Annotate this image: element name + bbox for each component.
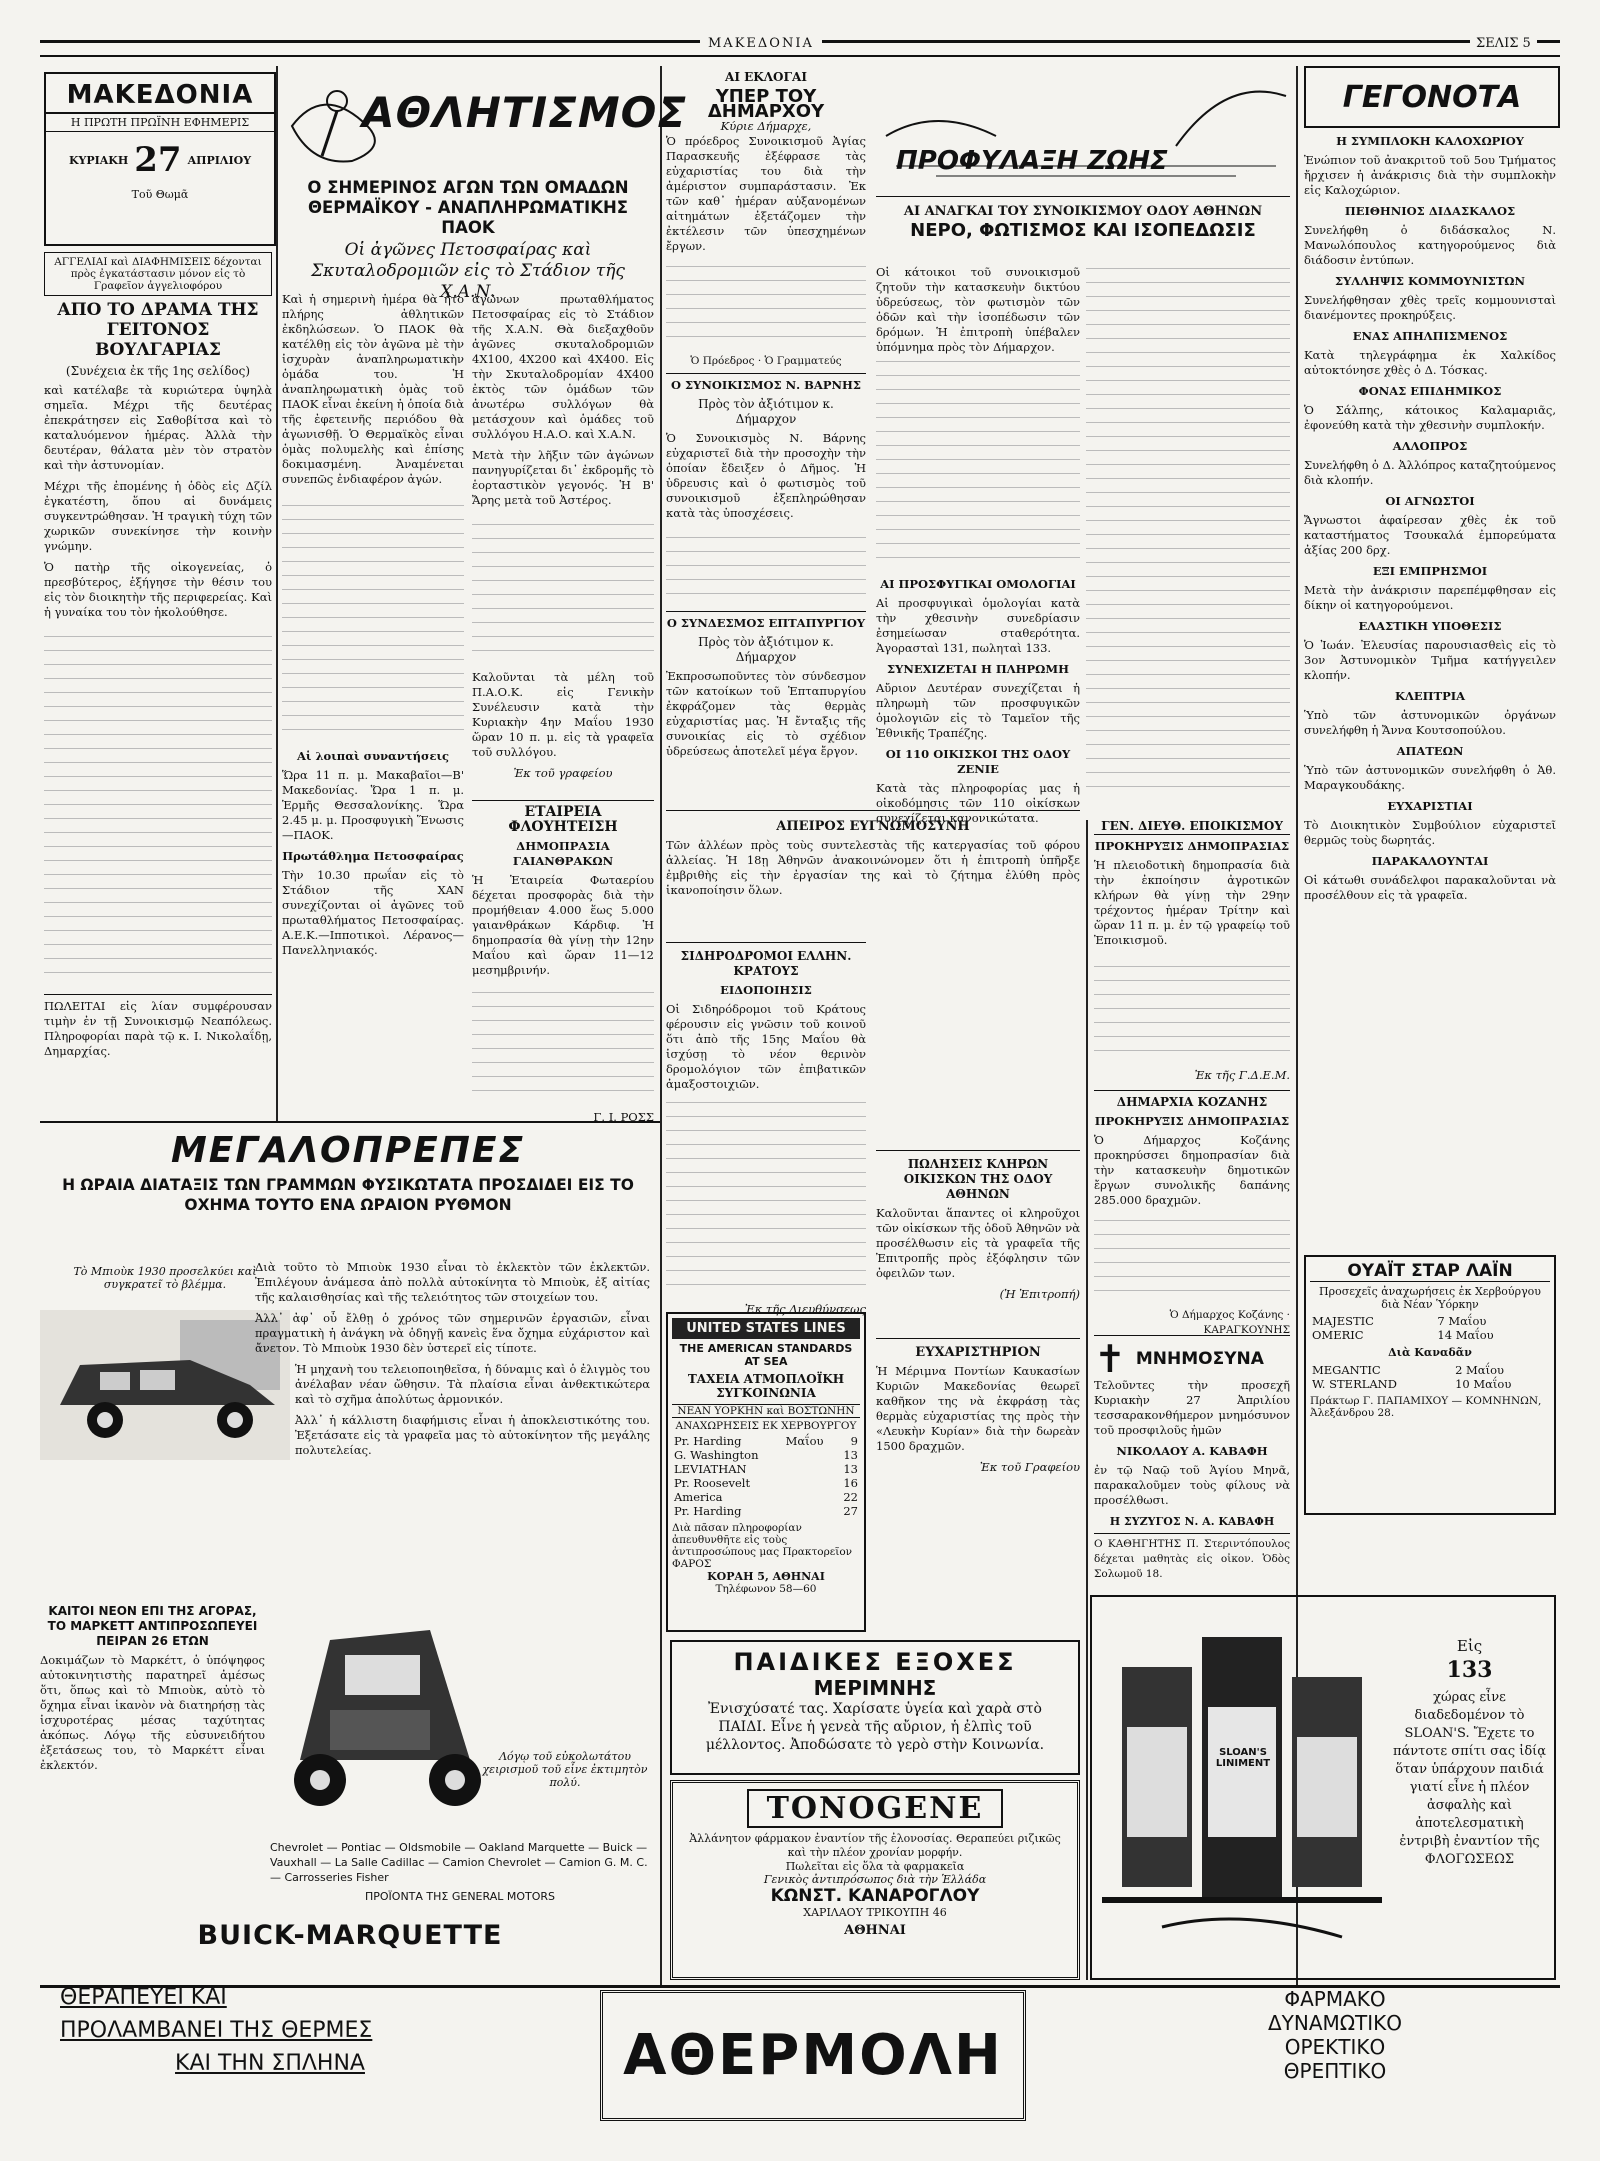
settlement-col-b	[1086, 265, 1290, 810]
event-text: Τὸ Διοικητικὸν Συμβούλιον εὐχαριστεῖ θερμῶς τοὺς δωρητάς.	[1304, 818, 1556, 847]
sports-paragraph: Καὶ ἡ σημερινὴ ἡμέρα θὰ ἦτο πλήρης ἀθλητικῶν ἐκδηλώσεων. Ὁ ΠΑΟΚ θὰ κατέλθῃ εἰς τὸν ἀγῶνα μὲ τὴν ἰσχυρὰν ἀναπληρωματικὴν ὁμάδα του. Ἡ ἀναπληρωματικὴ ὁμὰς τοῦ ΠΑΟΚ εἶναι ἐκείνη ἡ ὁποία διὰ τῆς ἐφετεινῆς περιόδου θὰ ἀγωνισθῇ. Ὁ Θερμαϊκὸς εἶναι ὁμὰς πολυμελὴς καὶ ἐπίσης δοκιμασμένη. Ἀναμένεται συνεπῶς ἐνδιαφέρον ἀγών.	[282, 292, 464, 486]
event-text: Ἐνώπιον τοῦ ἀνακριτοῦ τοῦ 5ου Τμήματος ἤρχισεν ἡ ἀνάκρισις διὰ τὴν συμπλοκὴν εἰς Καλοχώριον.	[1304, 153, 1556, 197]
body-text-block	[44, 626, 272, 986]
column-rule	[660, 66, 662, 1986]
event-text: Ἄγνωστοι ἀφαίρεσαν χθὲς ἐκ τοῦ καταστήματος Τσουκαλά ἐμπορεύματα ἀξίας 200 δρχ.	[1304, 513, 1556, 557]
footer-left	[60, 1975, 480, 2125]
bulgaria-paragraph: καὶ κατέλαβε τὰ κυριώτερα ὑψηλὰ σημεῖα. Μέχρι τῆς δευτέρας ἐπεκράτησεν εἰς Σαθοβίτσα καὶ τὸ καταλυόμενον ἡμέρας. Ἀλλὰ τὴν δευτέραν, θάλατα μὲν τὸν στρατὸν καὶ τὴν ἀστυνομίαν.	[44, 383, 272, 472]
tonogene-name: ΚΩΝΣΤ. ΚΑΝΑΡΟΓΛΟΥ	[770, 1886, 980, 1906]
schedule-cell: 13	[843, 1448, 858, 1462]
gas-auction-sign: Γ. Ι. ΡΟΣΣ	[593, 1110, 654, 1124]
tonogene-city: ΑΘΗΝΑΙ	[844, 1923, 906, 1938]
settlement-title: ΑΙ ΑΝΑΓΚΑΙ ΤΟΥ ΣΥΝΟΙΚΙΣΜΟΥ ΟΔΟΥ ΑΘΗΝΩΝ	[903, 204, 1263, 219]
buick-ad	[40, 1130, 656, 1970]
thanks-notice	[876, 1338, 1080, 1519]
footer-nutritious: ΘΡΕΠΤΙΚΟ	[1283, 2059, 1387, 2083]
schedule-cell	[784, 1476, 837, 1490]
athermoli-brand: ΑΘΕΡΜΟΛΗ	[623, 2023, 1003, 2088]
us-lines-schedule	[672, 1434, 860, 1518]
mayor-kicker: ΑΙ ΕΚΛΟΓΑΙ	[725, 70, 807, 84]
tonogene-rep: Γενικὸς ἀντιπρόσωπος διὰ τὴν Ἑλλάδα	[763, 1873, 987, 1886]
event-text: Συνελήφθησαν χθὲς τρεῖς κομμουνισταὶ διανέμοντες προκηρύξεις.	[1304, 293, 1556, 322]
tonogene-ad	[670, 1780, 1080, 1980]
schedule-cell: 9	[850, 1434, 858, 1448]
buick-body-text	[255, 1260, 650, 1600]
white-star-agent: Πράκτωρ Γ. ΠΑΠΑΜΙΧΟΥ — ΚΟΜΝΗΝΩΝ, Ἀλεξάνδρου 28.	[1310, 1395, 1542, 1419]
schedule-cell: LEVIATHAN	[674, 1462, 747, 1476]
sloans-label: SLOAN'S LINIMENT	[1215, 1747, 1271, 1769]
sports-sign: Ἐκ τοῦ γραφείου	[513, 766, 613, 780]
varni-title: Ο ΣΥΝΟΙΚΙΣΜΟΣ Ν. ΒΑΡΝΗΣ	[666, 373, 866, 393]
summer-camps-title: ΠΑΙΔΙΚΕΣ ΕΞΟΧΕΣ	[733, 1648, 1017, 1676]
summer-camps-ad	[670, 1640, 1080, 1775]
settlement-auction-text: Ἡ πλειοδοτικὴ δημοπρασία διὰ τὴν ἐκποίησιν ἀγροτικῶν κλήρων θὰ γίνῃ τὴν 29ην τρέχοντος ἡμέραν Τρίτην καὶ ὥραν 11 π. μ. ἐν τῷ γραφείῳ τοῦ Ἐποικισμοῦ.	[1094, 858, 1290, 947]
gratitude-notice	[666, 810, 1080, 945]
schedule-cell: 7 Μαΐου	[1437, 1314, 1487, 1328]
bulgaria-paragraph: Ὁ πατὴρ τῆς οἰκογενείας, ὁ πρεσβύτερος, ἐξήγησε τὴν θέσιν του εἰς τὸν διοικητὴν τῆς περιφερείας. Καὶ ἡ γυναίκα του τὸν ἠκολούθησε.	[44, 560, 272, 619]
sports-subtitle: Οἱ ἀγῶνες Πετοσφαίρας καὶ Σκυταλοδρομιῶν εἰς τὸ Στάδιον τῆς Χ.Α.Ν.	[311, 240, 625, 302]
thanks-text: Ἡ Μέριμνα Ποντίων Καυκασίων Κυριῶν Μακεδονίας θεωρεῖ καθῆκον της νὰ ἐκφράσῃ τὰς θερμὰς εὐχαριστίας της πρὸς τὴν «Λευκὴν Κυρίαν» διὰ τὴν δωρεὰν 1500 δραχμῶν.	[876, 1364, 1080, 1453]
body-text-block	[282, 493, 464, 743]
masthead-day: ΚΥΡΙΑΚΗ	[68, 153, 129, 167]
schedule-row	[1310, 1328, 1550, 1342]
tonogene-address: ΧΑΡΙΛΑΟΥ ΤΡΙΚΟΥΠΗ 46	[803, 1906, 947, 1919]
white-star-ad	[1304, 1255, 1556, 1515]
schedule-cell: Pr. Roosevelt	[674, 1476, 751, 1490]
body-text-block	[472, 984, 654, 1104]
us-lines-address: ΚΟΡΑΗ 5, ΑΘΗΝΑΙ	[707, 1570, 825, 1583]
white-star-schedule	[1310, 1314, 1550, 1342]
sports-paragraph: Καλοῦνται τὰ μέλη τοῦ Π.Α.Ο.Κ. εἰς Γενικὴν Συνέλευσιν κατὰ τὴν Κυριακὴν 4ην Μαΐου 1930 ὥραν 10 π. μ. εἰς τὰ γραφεῖα τοῦ συλλόγου.	[472, 670, 654, 759]
buick-caption-2: Λόγῳ τοῦ εὐκολωτάτου χειρισμοῦ τοῦ εἶνε ἐκτιμητὸν πολύ.	[482, 1750, 648, 1789]
thanks-sign: Ἐκ τοῦ Γραφείου	[979, 1460, 1080, 1474]
footer-spleen: ΚΑΙ ΤΗΝ ΣΠΛΗΝΑ	[175, 2051, 365, 2076]
tonogene-note: Πωλεῖται εἰς ὅλα τὰ φαρμακεῖα	[785, 1860, 965, 1873]
railway-subtitle: ΕΙΔΟΠΟΙΗΣΙΣ	[720, 983, 812, 997]
us-lines-phone: Τηλέφωνον 58—60	[715, 1583, 817, 1595]
gas-auction-text: Ἡ Ἑταιρεία Φωταερίου δέχεται προσφορὰς διὰ τὴν προμήθειαν 4.000 ἕως 5.000 γαιανθράκων Κάρδιφ. Ἡ δημοπρασία θὰ γίνῃ τὴν 12ην Μαΐου καὶ ὥραν 11—12 μεσημβρινήν.	[472, 873, 654, 977]
bulgaria-title: ΑΠΟ ΤΟ ΔΡΑΜΑ ΤΗΣ ΓΕΙΤΟΝΟΣ ΒΟΥΛΓΑΡΙΑΣ	[57, 300, 259, 360]
eptapyrgio-subtitle: Πρὸς τὸν ἀξιότιμον κ. Δήμαρχον	[698, 635, 834, 664]
schedule-row	[672, 1448, 860, 1462]
memorial-notice	[1094, 1335, 1290, 1586]
settlement-col-a	[876, 265, 1080, 825]
volleyball-title: Πρωτάθλημα Πετοσφαίρας	[282, 849, 464, 863]
event-title: ΕΝΑΣ ΑΠΗΛΠΙΣΜΕΝΟΣ	[1352, 329, 1508, 343]
bulgaria-article	[44, 296, 272, 1116]
gm-brands-footer: ΠΡΟΪΟΝΤΑ ΤΗΣ GENERAL MOTORS	[364, 1890, 556, 1903]
event-title: ΑΠΑΤΕΩΝ	[1396, 744, 1464, 758]
kozani-auction	[1094, 1090, 1290, 1336]
schedule-row	[1310, 1363, 1550, 1377]
event-title: ΣΥΛΛΗΨΙΣ ΚΟΜΜΟΥΝΙΣΤΩΝ	[1334, 274, 1526, 288]
schedule-row	[1310, 1377, 1550, 1391]
us-lines-slogan: THE AMERICAN STANDARDS AT SEA	[679, 1342, 853, 1368]
schedule-cell: 10 Μαΐου	[1455, 1377, 1512, 1391]
footer-prevents: ΠΡΟΛΑΜΒΑΝΕΙ ΤΗΣ ΘΕΡΜΕΣ	[60, 2018, 373, 2043]
settlement-paragraph: Οἱ κάτοικοι τοῦ συνοικισμοῦ ζητοῦν τὴν κατασκευὴν δικτύου ὑδρεύσεως, τὸν φωτισμὸν τῶν ὁδῶν καὶ τὴν ἰσοπέδωσιν τῶν δρόμων. Ἡ ἐπιτροπὴ ὑπέβαλεν ὑπόμνημα πρὸς τὸν Δήμαρχον.	[876, 265, 1080, 354]
event-title: ΕΞΙ ΕΜΠΡΗΣΜΟΙ	[1372, 564, 1488, 578]
thanks-title: ΕΥΧΑΡΙΣΤΗΡΙΟΝ	[915, 1345, 1041, 1360]
masthead-tagline: Η ΠΡΩΤΗ ΠΡΩΪΝΗ ΕΦΗΜΕΡΙΣ	[46, 114, 274, 132]
volleyball-text: Τὴν 10.30 πρωΐαν εἰς τὸ Στάδιον τῆς ΧΑΝ συνεχίζονται οἱ ἀγῶνες τοῦ πρωταθλήματος Πετοσφαίρας. Α.Ε.Κ.—Ιπποτικοὶ. Λέρανος—Πανελληνιακός.	[282, 868, 464, 957]
sports-schedule: Ὥρα 11 π. μ. Μακαβαῖοι—Β' Μακεδονίας. Ὥρα 1 π. μ. Ἑρμῆς Θεσσαλονίκης. Ὥρα 2.45 μ. μ. Προσφυγικὴ Ἕνωσις—ΠΑΟΚ.	[282, 768, 464, 842]
buick-logo: BUICK-MARQUETTE	[197, 1920, 503, 1951]
settlement-auction-title: ΓΕΝ. ΔΙΕΥΘ. ΕΠΟΙΚΙΣΜΟΥ	[1094, 819, 1290, 835]
body-text-block	[1094, 954, 1290, 1064]
eptapyrgio-title: Ο ΣΥΝΔΕΣΜΟΣ ΕΠΤΑΠΥΡΓΙΟΥ	[666, 611, 866, 631]
bulgaria-paragraph: Μέχρι τῆς ἐπομένης ἡ ὁδὸς εἰς Δζίλ ἐγκατέστη, ὅπου αἱ δυνάμεις συγκεντρώθησαν. Ἡ τραγικὴ τύχη τῶν χωρικῶν συνεκίνησε τὴν κοινὴν γνώμην.	[44, 479, 272, 553]
car-front-view-icon	[270, 1600, 490, 1830]
schedule-cell	[784, 1490, 837, 1504]
buick-caption-1: Τὸ Μπιοὺκ 1930 προσελκύει καὶ συγκρατεῖ τὸ βλέμμα.	[73, 1265, 257, 1291]
tonogene-text: Ἀλλάνητον φάρμακον ἐναντίον τῆς ἐλονοσίας. Θεραπεύει ριζικῶς καὶ τὴν πλέον χρονίαν μορφήν.	[689, 1832, 1061, 1859]
schedule-row	[672, 1490, 860, 1504]
settlement-subtitle: ΝΕΡΟ, ΦΩΤΙΣΜΟΣ ΚΑΙ ΙΣΟΠΕΔΩΣΙΣ	[910, 220, 1256, 241]
event-text: Μετὰ τὴν ἀνάκρισιν παρεπέμφθησαν εἰς δίκην οἱ κατηγορούμενοι.	[1304, 583, 1556, 612]
footer-right	[1170, 1975, 1500, 2125]
schedule-cell: America	[674, 1490, 723, 1504]
sloans-133: 133	[1446, 1657, 1493, 1683]
memorial-text: Τελοῦντες τὴν προσεχῆ Κυριακὴν 27 Ἀπριλίου τεσσαρακονθήμερον μνημόσυνον τοῦ προσφιλοῦς ἡμῶν	[1094, 1378, 1290, 1437]
settlement-auction-subtitle: ΠΡΟΚΗΡΥΞΙΣ ΔΗΜΟΠΡΑΣΙΑΣ	[1094, 839, 1290, 853]
kiosks-110-title: ΟΙ 110 ΟΙΚΙΣΚΟΙ ΤΗΣ ΟΔΟΥ ΖΕΝΙΕ	[885, 747, 1071, 776]
event-title: ΠΑΡΑΚΑΛΟΥΝΤΑΙ	[1371, 854, 1489, 868]
gas-auction-subtitle: ΔΗΜΟΠΡΑΣΙΑ ΓΑΙΑΝΘΡΑΚΩΝ	[512, 839, 614, 868]
health-banner-title: ΠΡΟΦΥΛΑΞΗ ΖΩΗΣ	[896, 146, 1168, 176]
tonogene-brand: TONOGENE	[747, 1789, 1003, 1828]
kozani-subtitle: ΠΡΟΚΗΡΥΞΙΣ ΔΗΜΟΠΡΑΣΙΑΣ	[1094, 1114, 1290, 1128]
events-column	[1304, 130, 1556, 1250]
memorial-title: ΜΝΗΜΟΣΥΝΑ	[1135, 1348, 1264, 1369]
sports-paragraph: ἀγώνων πρωταθλήματος Πετοσφαίρας εἰς τὸ Στάδιον τῆς Χ.Α.Ν. Θὰ διεξαχθοῦν ἀγῶνες σκυταλοδρομιῶν 4Χ100, 4Χ200 καὶ 4Χ400. Εἰς τὴν Σκυταλοδρομίαν 4Χ400 ἐκτὸς τῶν ὁμάδων τῶν ἀνωτέρω συλλόγων θὰ μετάσχουν καὶ ὁμάδες τοῦ συλλόγου Η.Α.Ο. καὶ Χ.Α.Ν.	[472, 292, 654, 441]
summer-camps-title2: ΜΕΡΙΜΝΗΣ	[813, 1676, 937, 1700]
schedule-cell: W. STERLAND	[1312, 1377, 1397, 1391]
masthead-month: ΑΠΡΙΛΙΟΥ	[187, 153, 252, 167]
column-rule	[1086, 820, 1088, 1980]
body-text-block	[1094, 1214, 1290, 1304]
event-title: ΠΕΙΘΗΝΙΟΣ ΔΙΔΑΣΚΑΛΟΣ	[1344, 204, 1516, 218]
events-banner-title: ΓΕΓΟΝΟΤΑ	[1342, 79, 1522, 115]
buick-paragraph: Ἡ μηχανὴ του τελειοποιηθεῖσα, ἡ δύναμις καὶ ὁ ἐλιγμὸς του ἀνέλαβαν νέαν ὥθησιν. Τὰ πλαίσια εἶναι ἀνθεκτικώτερα καὶ τὸ σχῆμα ἀπολύτως ἀρμονικόν.	[295, 1362, 650, 1406]
schedule-cell: 13	[843, 1462, 858, 1476]
athermoli-ad	[600, 1990, 1026, 2121]
schedule-row	[1310, 1314, 1550, 1328]
schedule-row	[672, 1434, 860, 1448]
event-title: ΕΥΧΑΡΙΣΤΙΑΙ	[1387, 799, 1473, 813]
payment-text: Αὔριον Δευτέραν συνεχίζεται ἡ πληρωμὴ τῶν προσφυγικῶν ὁμολογιῶν εἰς τὸ Ταμεῖον τῆς Ἐθνικῆς Τραπέζης.	[876, 681, 1080, 740]
mayor-column	[666, 66, 866, 806]
marquette-text: Δοκιμάζων τὸ Μαρκέττ, ὁ ὑπόψηφος αὐτοκινητιστὴς παρατηρεῖ ἀμέσως ὅτι, ὅπως καὶ τὸ Μπιοὺκ, αὐτὸ τὸ ὄχημα εἶναι ἱκανὸν νὰ διατηρήσῃ τὰς ἰσχυροτέρας μέσας ταχύτητας ἀκόπως. Λόγῳ τῆς εὐσυνειδήτου ἐξετάσεως του, τὸ Μαρκέττ εἶναι ἐκλεκτόν.	[40, 1653, 265, 1772]
sports-subhead	[282, 240, 654, 302]
gas-company-title: ΕΤΑΙΡΕΙΑ ΦΛΟΥΗΤΕΙΣΗ	[508, 804, 618, 835]
railway-sign: Ἐκ τῆς Διευθύνσεως	[744, 1302, 866, 1316]
schedule-cell: 2 Μαΐου	[1455, 1363, 1504, 1377]
sports-paragraph: Μετὰ τὴν λῆξιν τῶν ἀγώνων πανηγυρίζεται δι᾽ ἐκδρομῆς τὸ ἑορταστικὸν γεγονός. Ἡ Β' Ἄρης μετὰ τοῦ Ἀστέρος.	[472, 448, 654, 507]
event-text: Συνελήφθη ὁ Δ. Ἀλλόπρος καταζητούμενος διὰ κλοπήν.	[1304, 458, 1556, 487]
masthead-date-number: 27	[134, 140, 182, 180]
sale-notice: ΠΩΛΕΙΤΑΙ εἰς λίαν συμφέρουσαν τιμὴν ἐν τῇ Συνοικισμῷ Νεαπόλεως. Πληροφορίαι παρὰ τῷ κ. Ι. Νικολαΐδῃ, Δημαρχίας.	[44, 994, 272, 1059]
events-banner	[1304, 66, 1560, 128]
eptapyrgio-text: Ἐκπροσωποῦντες τὸν σύνδεσμον τῶν κατοίκων τοῦ Ἑπταπυργίου ἐκφράζομεν τὰς θερμὰς εὐχαριστίας μας. Ἡ ἔνταξις τῆς συνοικίας εἰς τὸ σχέδιον ὑδρεύσεως ἀποτελεῖ μέγα ἔργον.	[666, 669, 866, 758]
schedule-cell: OMERIC	[1312, 1328, 1364, 1342]
body-text-block	[666, 1098, 866, 1298]
sports-banner	[282, 66, 688, 176]
kiosks-title: ΠΩΛΗΣΕΙΣ ΚΛΗΡΩΝ ΟΙΚΙΣΚΩΝ ΤΗΣ ΟΔΟΥ ΑΘΗΝΩΝ	[903, 1157, 1053, 1201]
sports-title: Ο ΣΗΜΕΡΙΝΟΣ ΑΓΩΝ ΤΩΝ ΟΜΑΔΩΝ ΘΕΡΜΑΪΚΟΥ - ΑΝΑΠΛΗΡΩΜΑΤΙΚΗΣ ΠΑΟΚ	[307, 178, 629, 237]
gm-brands	[270, 1840, 650, 1910]
sports-column-left	[282, 292, 464, 1112]
cross-icon: ✝	[1094, 1337, 1126, 1381]
us-lines-from: ΑΝΑΧΩΡΗΣΕΙΣ ΕΚ ΧΕΡΒΟΥΡΓΟΥ	[675, 1420, 857, 1432]
sports-schedule-title: Αἱ λοιπαὶ συναντήσεις	[296, 749, 450, 763]
schedule-row	[672, 1476, 860, 1490]
gratitude-text: Τῶν ἀλλέων πρὸς τοὺς συντελεστὰς τῆς κατεργασίας τοῦ φόρου ἀλλείας. Ἡ 18ῃ Ἀθηνῶν ἀνακοινώνομεν ὅτι ἡ ἐπιτροπὴ ὑπῆρξε ἐμβριθὴς εἰς τὴν ἐργασίαν της καὶ τὸ ζήτημα ἐλύθη πρὸς ἱκανοποίησιν ὅλων.	[666, 838, 1080, 897]
body-text-block	[876, 361, 1080, 571]
footer-tonic: ΔΥΝΑΜΩΤΙΚΟ	[1267, 2011, 1403, 2035]
body-text-block	[666, 527, 866, 607]
white-star-title: ΟΥΑΪΤ ΣΤΑΡ ΛΑΪΝ	[1310, 1261, 1550, 1282]
bulgaria-subtitle: (Συνέχεια ἐκ τῆς 1ης σελίδος)	[65, 364, 251, 378]
summer-camps-text: Ἐνισχύσατέ τας. Χαρίσατε ὑγεία καὶ χαρὰ στὸ ΠΑΙΔΙ. Εἶνε ἡ γενεὰ τῆς αὔριον, ἡ ἐλπὶς τοῦ μέλλοντος. Ἀποδώσατε τὸ γερὸ στὴν Κοινωνία.	[705, 1701, 1045, 1753]
kozani-title: ΔΗΜΑΡΧΙΑ ΚΟΖΑΝΗΣ	[1116, 1095, 1268, 1109]
event-title: ΦΟΝΑΣ ΕΠΙΔΗΜΙΚΟΣ	[1358, 384, 1502, 398]
event-text: Οἱ κάτωθι συνάδελφοι παρακαλοῦνται νὰ προσέλθουν εἰς τὰ γραφεῖα.	[1304, 873, 1556, 902]
sports-headline	[282, 178, 654, 240]
masthead-ads-note: ΑΓΓΕΛΙΑΙ καὶ ΔΙΑΦΗΜΙΣΕΙΣ δέχονται πρὸς ἐγκατάστασιν μόνον εἰς τὸ Γραφεῖον ἀγγελιοφόρου	[44, 252, 272, 296]
teacher-notice: Ο ΚΑΘΗΓΗΤΗΣ Π. Στεριντόπουλος δέχεται μαθητὰς εἰς οἰκον. Ὁδὸς Σολωμοῦ 18.	[1094, 1533, 1290, 1582]
gas-auction	[472, 800, 654, 1124]
buick-paragraph: Ἀλλ᾽ ἡ κάλλιστη διαφήμισις εἶναι ἡ ἀποκλειστικότης του. Ἐξετάσατε εἰς τὰ γραφεῖα μας τὸ αὐτοκίνητον τῆς μεγάλης πολυτελείας.	[295, 1413, 650, 1457]
us-lines-title: ΤΑΧΕΙΑ ΑΤΜΟΠΛΟΪΚΗ ΣΥΓΚΟΙΝΩΝΙΑ	[687, 1372, 845, 1400]
body-text-block	[1086, 265, 1290, 800]
varni-text: Ὁ Συνοικισμὸς Ν. Βάρνης εὐχαριστεῖ διὰ τὴν προσοχὴν τὴν ὁποίαν ἔδειξεν ὁ Δῆμος. Ἡ ὑδρευσις καὶ ὁ φωτισμὸς τοῦ συνοικισμοῦ ἐξεπληρώθησαν κατὰ τὰς ὑποσχέσεις.	[666, 431, 866, 520]
event-text: Συνελήφθη ὁ διδάσκαλος Ν. Μανωλόπουλος κατηγορούμενος διὰ διάδοσιν ἐντύπων.	[1304, 223, 1556, 267]
sun-rays-drawing-icon	[876, 66, 1290, 196]
us-lines-info: Διὰ πᾶσαν πληροφορίαν ἀπευθυνθῆτε εἰς τοὺς ἀντιπροσώπους μας Πρακτορεῖον ΦΑΡΟΣ	[672, 1522, 853, 1570]
kozani-sign: Ὁ Δήμαρχος Κοζάνης · ΚΑΡΑΓΚΟΥΝΗΣ	[1169, 1309, 1290, 1336]
event-text: Ὁ Ἰωάν. Ἐλευσίας παρουσιασθεὶς εἰς τὸ 3ον Ἀστυνομικὸν Τμῆμα κατήγγειλεν κλοπήν.	[1304, 638, 1556, 682]
footer-medicine: ΦΑΡΜΑΚΟ	[1284, 1987, 1386, 2011]
schedule-cell: 14 Μαΐου	[1437, 1328, 1494, 1342]
kiosks-sign: (Ἡ Ἐπιτροπή)	[999, 1287, 1080, 1301]
marquette-title: ΚΑΙΤΟΙ ΝΕΟΝ ΕΠΙ ΤΗΣ ΑΓΟΡΑΣ, ΤΟ ΜΑΡΚΕΤΤ ΑΝΤΙΠΡΟΣΩΠΕΥΕΙ ΠΕΙΡΑΝ 26 ΕΤΩΝ	[47, 1604, 258, 1648]
schedule-cell: MEGANTIC	[1312, 1363, 1381, 1377]
schedule-cell: 22	[843, 1490, 858, 1504]
event-title: Η ΣΥΜΠΛΟΚΗ ΚΑΛΟΧΩΡΙΟΥ	[1336, 134, 1524, 148]
us-lines-ad	[666, 1312, 866, 1632]
mayor-sign: Ὁ Πρόεδρος · Ὁ Γραμματεύς	[690, 355, 842, 367]
header-paper-name: ΜΑΚΕΔΟΝΙΑ	[700, 36, 822, 51]
settlement-auction	[1094, 815, 1290, 1085]
sloans-ad	[1090, 1595, 1556, 1980]
us-lines-logo: UNITED STATES LINES	[672, 1318, 860, 1339]
event-text: Ὑπὸ τῶν ἀστυνομικῶν συνελήφθη ὁ Ἀθ. Μαραγκουδάκης.	[1304, 763, 1556, 792]
schedule-cell	[784, 1462, 837, 1476]
us-lines-route: ΝΕΑΝ ΥΟΡΚΗΝ καὶ ΒΟΣΤΩΝΗΝ	[672, 1404, 860, 1418]
bonds-title: ΑΙ ΠΡΟΣΦΥΓΙΚΑΙ ΟΜΟΛΟΓΙΑΙ	[880, 577, 1076, 591]
gm-brands-list: Chevrolet — Pontiac — Oldsmobile — Oakland Marquette — Buick — Vauxhall — La Salle Cadillac — Camion Chevrolet — Camion G. M. C. — Carrosseries Fisher	[270, 1841, 648, 1884]
white-star-canada-schedule	[1310, 1363, 1550, 1391]
health-banner	[876, 66, 1290, 197]
event-title: ΑΛΛΟΠΡΟΣ	[1392, 439, 1468, 453]
buick-paragraph: Διὰ τοῦτο τὸ Μπιοὺκ 1930 εἶναι τὸ ἐκλεκτὸν τῶν ἐκλεκτῶν. Ἐπιλέγουν ἀνάμεσα ἀπὸ πολλὰ αὐτοκίνητα τὸ Μπιοὺκ, ἐξ αἰτίας τῆς καλαισθησίας καὶ τῆς τελειότητος τῶν στοιχείων του.	[255, 1260, 650, 1304]
varni-subtitle: Πρὸς τὸν ἀξιότιμον κ. Δήμαρχον	[698, 397, 834, 426]
footer-appetite: ΟΡΕΚΤΙΚΟ	[1284, 2035, 1386, 2059]
column-rule	[276, 66, 278, 1121]
mayor-paragraph: Ὁ πρόεδρος Συνοικισμοῦ Ἀγίας Παρασκευῆς ἐξέφρασε τὰς εὐχαριστίας του διὰ τὴν ἀμέριστον συμπαράστασιν. Ἐκ τῶν καθ᾽ ἡμέραν αὐξανομένων αἰτημάτων ἐξετάζομεν τὴν ἐκτέλεσιν τῶν ὑπεσχημένων ἔργων.	[666, 134, 866, 253]
settlement-headline	[876, 200, 1290, 260]
sports-banner-title: ΑΘΛΗΤΙΣΜΟΣ	[362, 88, 688, 137]
schedule-cell: 27	[843, 1504, 858, 1518]
schedule-cell: G. Washington	[674, 1448, 759, 1462]
sports-column-right	[472, 292, 654, 792]
mayor-title: ΥΠΕΡ ΤΟΥ ΔΗΜΑΡΧΟΥ	[707, 86, 825, 122]
event-text: Κατὰ τηλεγράφημα ἐκ Χαλκίδος αὐτοκτόνησε χθὲς ὁ Δ. Τόσκας.	[1304, 348, 1556, 377]
kiosks-text: Καλοῦνται ἅπαντες οἱ κληροῦχοι τῶν οἰκίσκων τῆς ὁδοῦ Ἀθηνῶν νὰ προσέλθωσιν εἰς τὰ γραφεῖα τῆς Ἐπιτροπῆς πρὸς ἐξόφλησιν τῶν ὀφειλῶν των.	[876, 1206, 1080, 1280]
memorial-text2: ἐν τῷ Ναῷ τοῦ Ἁγίου Μηνᾶ, παρακαλοῦμεν τοὺς φίλους νὰ προσέλθωσι.	[1094, 1463, 1290, 1507]
schedule-cell: Pr. Harding	[674, 1434, 742, 1448]
buick-headline: ΜΕΓΑΛΟΠΡΕΠΕΣ	[170, 1130, 526, 1171]
schedule-row	[672, 1504, 860, 1518]
masthead-date	[46, 140, 274, 180]
event-title: ΟΙ ΑΓΝΩΣΤΟΙ	[1385, 494, 1475, 508]
footer-cures: ΘΕΡΑΠΕΥΕΙ ΚΑΙ	[60, 1985, 227, 2010]
payment-title: ΣΥΝΕΧΙΖΕΤΑΙ Η ΠΛΗΡΩΜΗ	[887, 662, 1069, 676]
gratitude-title: ΑΠΕΙΡΟΣ ΕΥΓΝΩΜΟΣΥΝΗ	[776, 819, 970, 834]
car-side-view-icon	[40, 1310, 290, 1460]
schedule-row	[672, 1462, 860, 1476]
schedule-cell: Pr. Harding	[674, 1504, 742, 1518]
railway-notice	[666, 942, 866, 1316]
masthead-saint: Τοῦ Θωμᾶ	[131, 188, 189, 201]
event-text: Ὁ Σάλπης, κάτοικος Καλαμαριᾶς, ἐφονεύθη κατὰ τὴν χθεσινὴν συμπλοκήν.	[1304, 403, 1556, 432]
kiosks-notice	[876, 1150, 1080, 1336]
body-text-block	[472, 514, 654, 664]
body-text-block	[666, 260, 866, 350]
mayor-salute: Κύριε Δήμαρχε,	[720, 119, 812, 133]
schedule-cell: MAJESTIC	[1312, 1314, 1374, 1328]
bonds-text: Αἱ προσφυγικαὶ ὁμολογίαι κατὰ τὴν χθεσινὴν συνεδρίασιν ἐσημείωσαν σταθερότητα. Ἀγορασταὶ 131, πωληταὶ 133.	[876, 596, 1080, 655]
memorial-sign: Η ΣΥΖΥΓΟΣ Ν. Α. ΚΑΒΑΦΗ	[1109, 1515, 1275, 1528]
sloans-text: χώρας εἶνε διαδεδομένον τὸ SLOAN'S. Ἔχετε το πάντοτε σπίτι σας ἰδίᾳ ὅταν ὑπάρχουν παιδιά γιατί εἶνε ἡ πλέον ἀσφαλὴς καὶ ἀποτελεσματικὴ ἐντριβὴ ἐναντίον τῆς ΦΛΟΓΩΣΕΩΣ	[1392, 1690, 1547, 1867]
masthead	[44, 72, 276, 246]
schedule-cell	[784, 1504, 837, 1518]
schedule-cell	[784, 1448, 837, 1462]
buick-paragraph: Ἀλλ᾽ ἀφ᾽ οὗ ἔλθῃ ὁ χρόνος τῶν σημερινῶν ἐργασιῶν, εἶναι πραγματικὴ ἡ ἀνάγκη νὰ ὁδηγῇ κανεὶς ἕνα ὄχημα εὐχάριστον καὶ ἄνετον. Τὸ Μπιοὺκ 1930 δὲν ὑστερεῖ εἰς τίποτε.	[255, 1311, 650, 1355]
memorial-name: ΝΙΚΟΛΑΟΥ Α. ΚΑΒΑΦΗ	[1116, 1444, 1268, 1458]
event-title: ΕΛΑΣΤΙΚΗ ΥΠΟΘΕΣΙΣ	[1358, 619, 1502, 633]
liniment-bottles-icon	[1102, 1607, 1382, 1967]
schedule-cell: 16	[843, 1476, 858, 1490]
railway-title: ΣΙΔΗΡΟΔΡΟΜΟΙ ΕΛΛΗΝ. ΚΡΑΤΟΥΣ	[680, 949, 852, 978]
settlement-auction-sign: Ἐκ τῆς Γ.Δ.Ε.Μ.	[1194, 1068, 1290, 1082]
white-star-canada: Διὰ Καναδᾶν	[1388, 1346, 1472, 1359]
event-title: ΚΛΕΠΤΡΙΑ	[1394, 689, 1466, 703]
kiosks-110-text: Κατὰ τὰς πληροφορίας μας ἡ οἰκοδόμησις τῶν 110 οἰκίσκων συνεχίζεται κανονικώτατα.	[876, 781, 1080, 825]
buick-subhead: Η ΩΡΑΙΑ ΔΙΑΤΑΞΙΣ ΤΩΝ ΓΡΑΜΜΩΝ ΦΥΣΙΚΩΤΑΤΑ ΠΡΟΣΔΙΔΕΙ ΕΙΣ ΤΟ ΟΧΗΜΑ ΤΟΥΤΟ ΕΝΑ ΩΡΑΙΟΝ ΡΥΘΜΟΝ	[62, 1176, 634, 1214]
event-text: Ὑπὸ τῶν ἀστυνομικῶν ὀργάνων συνελήφθη ἡ Ἄννα Κουτσοπούλου.	[1304, 708, 1556, 737]
white-star-subtitle: Προσεχεῖς ἀναχωρήσεις ἐκ Χερβούργου διὰ Νέαν Ὑόρκην	[1319, 1285, 1541, 1311]
sloans-in: Εἰς	[1456, 1637, 1483, 1655]
railway-text: Οἱ Σιδηρόδρομοι τοῦ Κράτους φέρουσιν εἰς γνῶσιν τοῦ κοινοῦ ὅτι ἀπὸ τῆς 15ης Μαΐου θὰ ἰσχύσῃ τὸ νέον θερινὸν δρομολόγιον τῶν ἐπιβατικῶν ἀμαξοστοιχιῶν.	[666, 1002, 866, 1091]
kozani-text: Ὁ Δήμαρχος Κοζάνης προκηρύσσει δημοπρασίαν διὰ τὴν κατασκευὴν δημοτικῶν ἔργων συνολικῆς δαπάνης 285.000 δραχμῶν.	[1094, 1133, 1290, 1207]
schedule-cell: Μαΐου	[785, 1434, 824, 1448]
header-page-number: ΣΕΛΙΣ 5	[1470, 36, 1537, 51]
masthead-name: ΜΑΚΕΔΟΝΙΑ	[46, 74, 274, 114]
marquette-article	[40, 1600, 265, 1870]
